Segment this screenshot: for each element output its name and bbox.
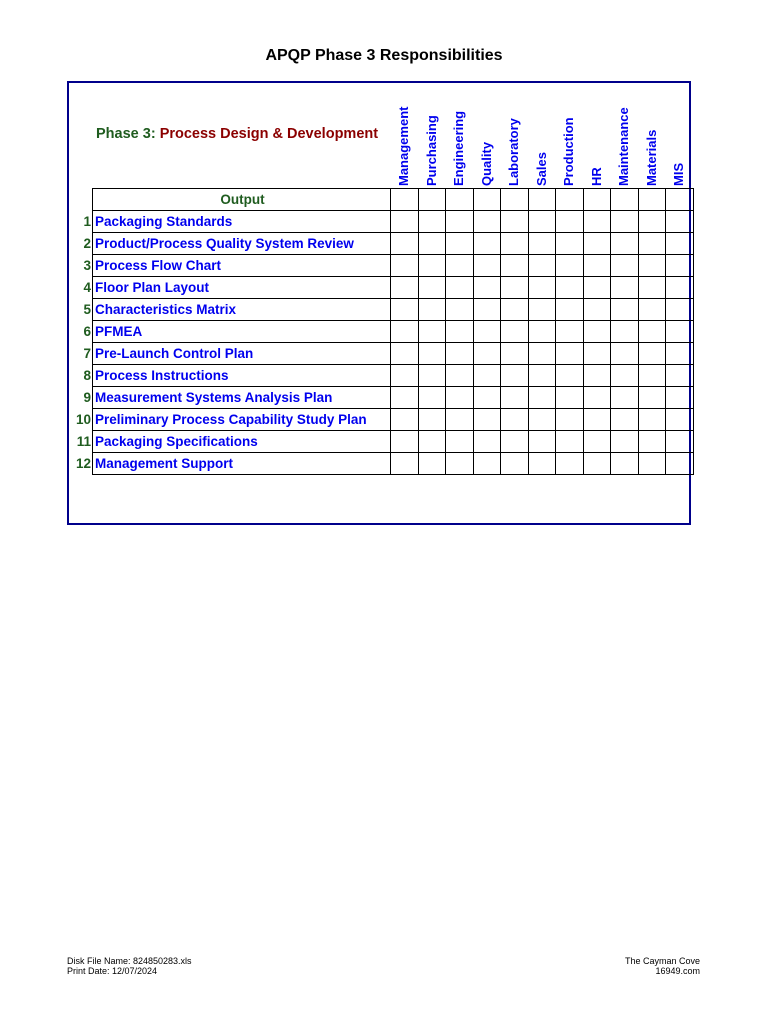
column-header bbox=[391, 98, 417, 186]
responsibility-cell[interactable] bbox=[473, 255, 501, 277]
responsibility-cell[interactable] bbox=[583, 431, 611, 453]
responsibility-cell[interactable] bbox=[611, 453, 639, 475]
output-item: PFMEA bbox=[93, 321, 391, 343]
responsibility-cell[interactable] bbox=[666, 299, 694, 321]
brand-site: 16949.com bbox=[655, 966, 700, 976]
table-row bbox=[93, 365, 694, 387]
responsibility-cell[interactable] bbox=[583, 277, 611, 299]
responsibility-cell[interactable] bbox=[528, 277, 556, 299]
responsibility-cell[interactable] bbox=[418, 299, 446, 321]
table-row bbox=[93, 453, 694, 475]
responsibility-cell[interactable] bbox=[418, 343, 446, 365]
responsibility-cell[interactable] bbox=[611, 321, 639, 343]
responsibility-cell[interactable] bbox=[501, 409, 529, 431]
page-title: APQP Phase 3 Responsibilities bbox=[265, 47, 503, 64]
responsibility-cell[interactable] bbox=[501, 453, 529, 475]
table-row bbox=[93, 321, 694, 343]
responsibility-cell[interactable] bbox=[611, 233, 639, 255]
responsibility-cell[interactable] bbox=[556, 299, 584, 321]
responsibility-cell[interactable] bbox=[446, 409, 474, 431]
row-number: 10 bbox=[75, 411, 91, 427]
responsibility-cell[interactable] bbox=[638, 277, 666, 299]
responsibility-cell bbox=[666, 189, 694, 211]
footer-left bbox=[67, 956, 192, 976]
column-header-label: Management bbox=[396, 106, 411, 186]
responsibility-cell bbox=[638, 189, 666, 211]
table-row bbox=[93, 343, 694, 365]
responsibility-cell[interactable] bbox=[666, 387, 694, 409]
responsibility-cell[interactable] bbox=[391, 233, 419, 255]
column-header-label: Production bbox=[561, 117, 576, 186]
responsibility-cell[interactable] bbox=[418, 233, 446, 255]
disk-file-name: Disk File Name: 824850283.xls bbox=[67, 956, 192, 966]
responsibility-cell[interactable] bbox=[501, 321, 529, 343]
responsibility-cell[interactable] bbox=[501, 233, 529, 255]
responsibility-cell[interactable] bbox=[583, 453, 611, 475]
responsibility-cell[interactable] bbox=[501, 255, 529, 277]
footer-right bbox=[625, 956, 700, 976]
row-number: 8 bbox=[83, 367, 91, 383]
responsibility-cell[interactable] bbox=[528, 365, 556, 387]
responsibility-cell[interactable] bbox=[446, 387, 474, 409]
column-header-label: Quality bbox=[478, 141, 494, 186]
responsibility-cell[interactable] bbox=[666, 321, 694, 343]
responsibility-cell[interactable] bbox=[528, 453, 556, 475]
responsibility-cell[interactable] bbox=[391, 211, 419, 233]
responsibility-cell[interactable] bbox=[556, 211, 584, 233]
responsibility-cell[interactable] bbox=[391, 453, 419, 475]
row-number: 2 bbox=[83, 235, 91, 251]
column-header bbox=[556, 98, 582, 186]
responsibility-cell[interactable] bbox=[528, 321, 556, 343]
output-item: Process Instructions bbox=[93, 365, 391, 387]
row-number: 7 bbox=[83, 345, 91, 361]
column-header-label: Materials bbox=[643, 129, 659, 186]
responsibility-cell[interactable] bbox=[638, 321, 666, 343]
responsibility-cell[interactable] bbox=[638, 365, 666, 387]
responsibility-cell bbox=[391, 189, 419, 211]
column-header-label: Laboratory bbox=[506, 118, 521, 186]
output-item: Characteristics Matrix bbox=[93, 299, 391, 321]
responsibility-cell[interactable] bbox=[446, 321, 474, 343]
responsibility-cell[interactable] bbox=[473, 277, 501, 299]
responsibility-cell[interactable] bbox=[556, 255, 584, 277]
column-header-label: Maintenance bbox=[616, 107, 631, 186]
row-number: 9 bbox=[83, 389, 91, 405]
responsibility-cell[interactable] bbox=[418, 211, 446, 233]
phase-label: Phase 3: bbox=[96, 126, 156, 142]
responsibility-cell[interactable] bbox=[446, 365, 474, 387]
responsibility-cell[interactable] bbox=[391, 387, 419, 409]
responsibility-cell[interactable] bbox=[583, 409, 611, 431]
responsibility-cell[interactable] bbox=[638, 453, 666, 475]
table-row bbox=[93, 255, 694, 277]
column-header-label: Purchasing bbox=[423, 115, 439, 186]
output-item: Preliminary Process Capability Study Plan bbox=[93, 409, 391, 431]
responsibility-cell[interactable] bbox=[501, 343, 529, 365]
responsibility-cell[interactable] bbox=[528, 387, 556, 409]
column-header-label: HR bbox=[588, 167, 604, 186]
responsibility-cell[interactable] bbox=[501, 277, 529, 299]
output-item: Management Support bbox=[93, 453, 391, 475]
responsibility-cell[interactable] bbox=[391, 299, 419, 321]
responsibility-cell[interactable] bbox=[583, 365, 611, 387]
responsibility-cell[interactable] bbox=[583, 343, 611, 365]
responsibility-cell[interactable] bbox=[638, 211, 666, 233]
responsibility-cell[interactable] bbox=[611, 255, 639, 277]
responsibility-cell[interactable] bbox=[556, 387, 584, 409]
column-header bbox=[474, 98, 500, 186]
responsibility-cell[interactable] bbox=[501, 387, 529, 409]
responsibility-cell[interactable] bbox=[556, 431, 584, 453]
responsibility-table bbox=[92, 188, 694, 475]
responsibility-cell[interactable] bbox=[666, 453, 694, 475]
responsibility-cell[interactable] bbox=[473, 453, 501, 475]
responsibility-cell[interactable] bbox=[446, 343, 474, 365]
row-number: 6 bbox=[83, 323, 91, 339]
output-item: Process Flow Chart bbox=[93, 255, 391, 277]
table-row bbox=[93, 299, 694, 321]
responsibility-cell[interactable] bbox=[611, 211, 639, 233]
responsibility-cell[interactable] bbox=[473, 365, 501, 387]
column-header-label: Engineering bbox=[451, 110, 466, 186]
responsibility-cell[interactable] bbox=[473, 211, 501, 233]
responsibility-cell[interactable] bbox=[501, 211, 529, 233]
responsibility-cell[interactable] bbox=[391, 277, 419, 299]
row-number: 4 bbox=[83, 279, 91, 295]
column-header bbox=[584, 98, 610, 186]
responsibility-cell[interactable] bbox=[583, 233, 611, 255]
responsibility-cell[interactable] bbox=[528, 343, 556, 365]
table-row bbox=[93, 277, 694, 299]
responsibility-cell[interactable] bbox=[418, 431, 446, 453]
responsibility-cell[interactable] bbox=[528, 299, 556, 321]
responsibility-cell[interactable] bbox=[638, 387, 666, 409]
output-item: Packaging Specifications bbox=[93, 431, 391, 453]
responsibility-cell[interactable] bbox=[501, 365, 529, 387]
responsibility-cell bbox=[446, 189, 474, 211]
row-number: 5 bbox=[83, 301, 91, 317]
column-header-label: Sales bbox=[533, 152, 549, 186]
responsibility-cell[interactable] bbox=[556, 277, 584, 299]
responsibility-cell[interactable] bbox=[556, 365, 584, 387]
responsibility-cell[interactable] bbox=[391, 409, 419, 431]
table-row bbox=[93, 387, 694, 409]
responsibility-cell[interactable] bbox=[666, 277, 694, 299]
responsibility-cell[interactable] bbox=[446, 431, 474, 453]
responsibility-cell[interactable] bbox=[611, 277, 639, 299]
responsibility-cell[interactable] bbox=[583, 387, 611, 409]
output-item: Pre-Launch Control Plan bbox=[93, 343, 391, 365]
table-header-row bbox=[93, 189, 694, 211]
responsibility-cell[interactable] bbox=[446, 211, 474, 233]
print-date: Print Date: 12/07/2024 bbox=[67, 966, 158, 976]
responsibility-cell[interactable] bbox=[418, 365, 446, 387]
responsibility-cell[interactable] bbox=[583, 255, 611, 277]
table-row bbox=[93, 211, 694, 233]
responsibility-cell[interactable] bbox=[666, 409, 694, 431]
responsibility-cell[interactable] bbox=[391, 365, 419, 387]
responsibility-cell[interactable] bbox=[528, 409, 556, 431]
responsibility-cell[interactable] bbox=[611, 365, 639, 387]
responsibility-cell[interactable] bbox=[666, 211, 694, 233]
responsibility-cell[interactable] bbox=[418, 453, 446, 475]
responsibility-cell[interactable] bbox=[666, 365, 694, 387]
responsibility-cell[interactable] bbox=[391, 321, 419, 343]
column-header bbox=[446, 98, 472, 186]
responsibility-cell[interactable] bbox=[583, 321, 611, 343]
responsibility-cell[interactable] bbox=[446, 233, 474, 255]
responsibility-cell[interactable] bbox=[418, 277, 446, 299]
responsibility-cell[interactable] bbox=[418, 409, 446, 431]
responsibility-cell[interactable] bbox=[556, 321, 584, 343]
responsibility-cell bbox=[556, 189, 584, 211]
responsibility-cell[interactable] bbox=[446, 255, 474, 277]
row-number: 1 bbox=[83, 213, 91, 229]
output-item: Measurement Systems Analysis Plan bbox=[93, 387, 391, 409]
output-item: Floor Plan Layout bbox=[93, 277, 391, 299]
responsibility-cell[interactable] bbox=[473, 343, 501, 365]
responsibility-cell bbox=[583, 189, 611, 211]
responsibility-cell[interactable] bbox=[528, 255, 556, 277]
responsibility-cell[interactable] bbox=[611, 431, 639, 453]
responsibility-cell bbox=[418, 189, 446, 211]
responsibility-cell[interactable] bbox=[638, 233, 666, 255]
responsibility-cell[interactable] bbox=[611, 343, 639, 365]
responsibility-cell[interactable] bbox=[391, 431, 419, 453]
responsibility-cell[interactable] bbox=[528, 233, 556, 255]
responsibility-cell bbox=[611, 189, 639, 211]
responsibility-cell bbox=[501, 189, 529, 211]
responsibility-cell[interactable] bbox=[638, 255, 666, 277]
responsibility-cell[interactable] bbox=[446, 453, 474, 475]
row-number: 3 bbox=[83, 257, 91, 273]
responsibility-cell[interactable] bbox=[391, 255, 419, 277]
responsibility-cell[interactable] bbox=[583, 299, 611, 321]
responsibility-cell[interactable] bbox=[556, 409, 584, 431]
responsibility-cell[interactable] bbox=[446, 299, 474, 321]
responsibility-cell[interactable] bbox=[611, 299, 639, 321]
responsibility-cell[interactable] bbox=[556, 453, 584, 475]
column-header bbox=[529, 98, 555, 186]
responsibility-cell[interactable] bbox=[556, 343, 584, 365]
responsibility-cell[interactable] bbox=[611, 409, 639, 431]
responsibility-cell[interactable] bbox=[473, 299, 501, 321]
responsibility-cell[interactable] bbox=[583, 211, 611, 233]
row-number: 11 bbox=[76, 433, 91, 449]
row-number: 12 bbox=[75, 455, 91, 471]
phase-heading bbox=[96, 126, 378, 142]
responsibility-cell[interactable] bbox=[666, 343, 694, 365]
column-header bbox=[666, 98, 692, 186]
phase-name: Process Design & Development bbox=[159, 126, 379, 142]
output-item: Product/Process Quality System Review bbox=[93, 233, 391, 255]
output-item: Packaging Standards bbox=[93, 211, 391, 233]
responsibility-cell[interactable] bbox=[666, 431, 694, 453]
responsibility-cell[interactable] bbox=[473, 233, 501, 255]
responsibility-cell[interactable] bbox=[418, 321, 446, 343]
brand-name: The Cayman Cove bbox=[624, 956, 700, 966]
column-header-label: MIS bbox=[671, 162, 686, 186]
responsibility-cell[interactable] bbox=[528, 211, 556, 233]
responsibility-cell[interactable] bbox=[391, 343, 419, 365]
responsibility-cell[interactable] bbox=[501, 299, 529, 321]
responsibility-cell bbox=[528, 189, 556, 211]
responsibility-cell[interactable] bbox=[473, 431, 501, 453]
responsibility-cell[interactable] bbox=[418, 255, 446, 277]
column-header bbox=[639, 98, 665, 186]
table-row bbox=[93, 233, 694, 255]
column-header bbox=[419, 98, 445, 186]
responsibility-cell[interactable] bbox=[638, 343, 666, 365]
output-header: Output bbox=[93, 189, 391, 211]
responsibility-cell[interactable] bbox=[638, 431, 666, 453]
responsibility-cell[interactable] bbox=[528, 431, 556, 453]
responsibility-cell[interactable] bbox=[638, 299, 666, 321]
responsibility-cell bbox=[473, 189, 501, 211]
responsibility-cell[interactable] bbox=[473, 321, 501, 343]
column-header bbox=[611, 98, 637, 186]
responsibility-cell[interactable] bbox=[556, 233, 584, 255]
table-row bbox=[93, 431, 694, 453]
responsibility-cell[interactable] bbox=[418, 387, 446, 409]
responsibility-cell[interactable] bbox=[666, 255, 694, 277]
responsibility-cell[interactable] bbox=[473, 387, 501, 409]
column-header bbox=[501, 98, 527, 186]
responsibility-cell[interactable] bbox=[446, 277, 474, 299]
table-row bbox=[93, 409, 694, 431]
responsibility-cell[interactable] bbox=[638, 409, 666, 431]
responsibility-cell[interactable] bbox=[473, 409, 501, 431]
responsibility-cell[interactable] bbox=[666, 233, 694, 255]
responsibility-cell[interactable] bbox=[501, 431, 529, 453]
responsibility-cell[interactable] bbox=[611, 387, 639, 409]
